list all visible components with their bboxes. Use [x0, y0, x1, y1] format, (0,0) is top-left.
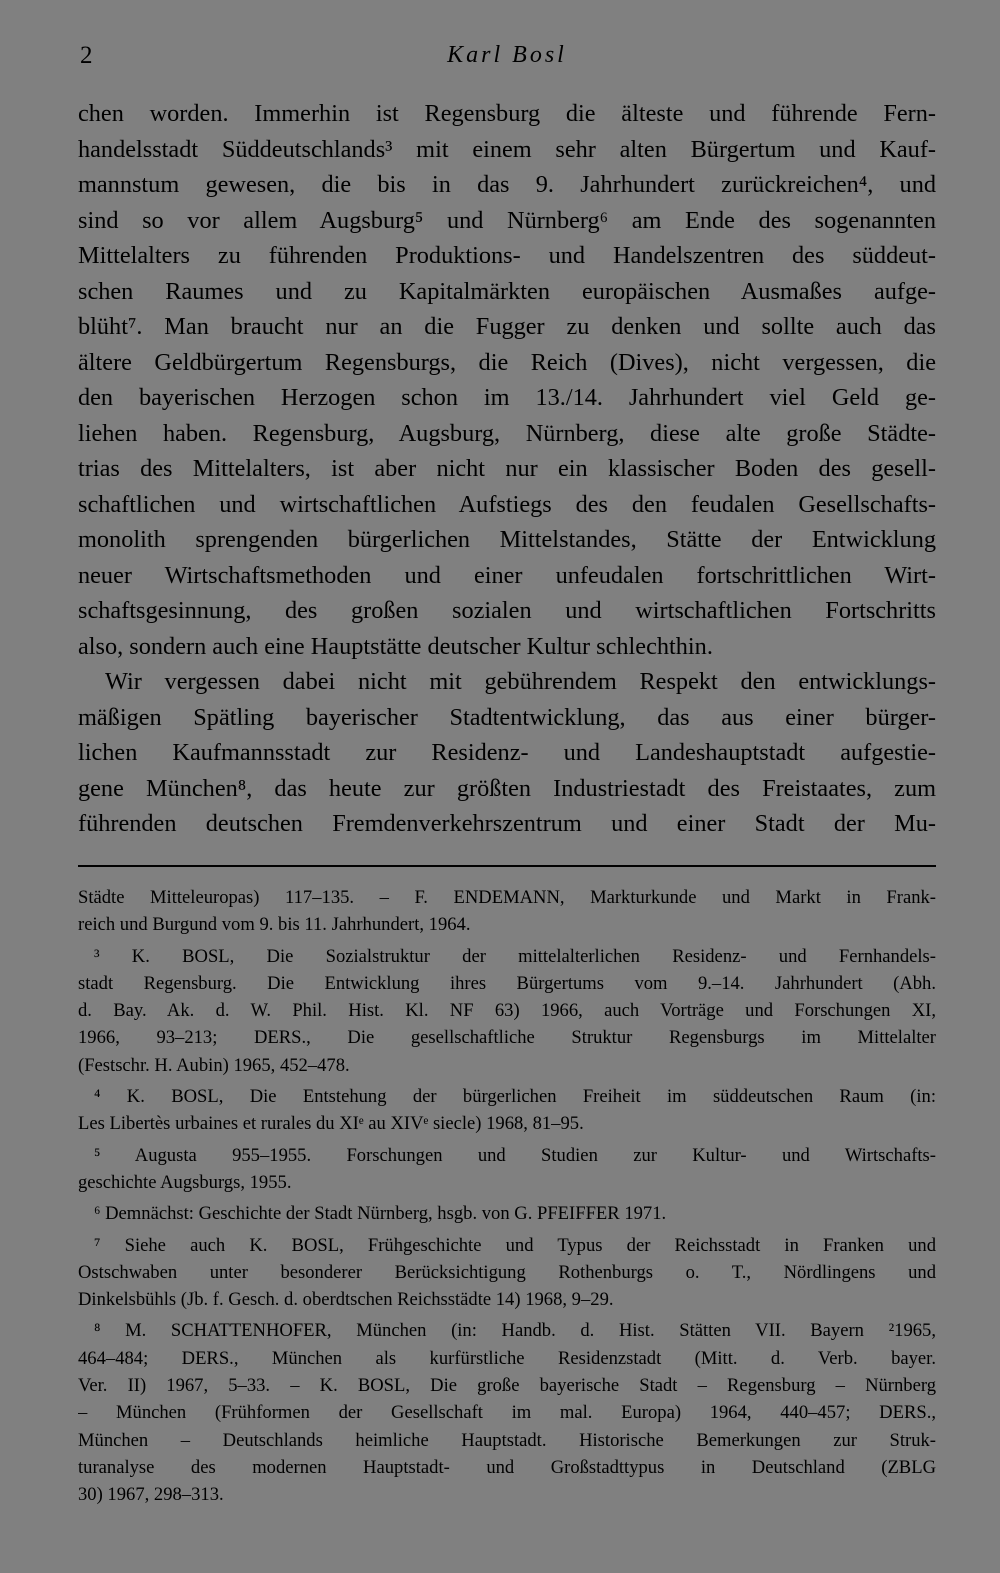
footnote-line: Les Libertès urbaines et rurales du XIᵉ au XIVᵉ siecle) 1968, 81–95. — [78, 1113, 584, 1135]
footnote-line: ⁶ Demnächst: Geschichte der Stadt Nürnberg, hsgb. von G. PFEIFFER 1971. — [94, 1203, 667, 1225]
footnote — [78, 884, 936, 939]
text-line: also, sondern auch eine Hauptstätte deutscher Kultur schlechthin. — [78, 632, 713, 660]
footnote-line: turanalyse des modernen Hauptstadt- und Großstadttypus in Deutschland (ZBLG — [78, 1456, 936, 1478]
footnote-line: stadt Regensburg. Die Entwicklung ihres Bürgertums vom 9.–14. Jahrhundert (Abh. — [78, 972, 936, 994]
running-head: Karl Bosl — [447, 42, 567, 68]
footnote — [78, 943, 936, 1079]
footnote-line: ⁸ M. SCHATTENHOFER, München (in: Handb. d. Hist. Stätten VII. Bayern ²1965, — [94, 1320, 936, 1342]
footnote — [78, 1200, 936, 1227]
page-number: 2 — [80, 42, 93, 69]
text-line: schaftlichen und wirtschaftlichen Aufstiegs des den feudalen Gesellschafts- — [78, 490, 936, 518]
footnote — [78, 1232, 936, 1314]
text-line: ältere Geldbürgertum Regensburgs, die Reich (Dives), nicht vergessen, die — [78, 348, 936, 376]
footnote-line: reich und Burgund vom 9. bis 11. Jahrhundert, 1964. — [78, 914, 471, 936]
text-line: den bayerischen Herzogen schon im 13./14. Jahrhundert viel Geld ge- — [78, 384, 936, 411]
text-line: Mittelalters zu führenden Produktions- und Handelszentren des süddeut- — [78, 242, 936, 269]
footnote-line: 1966, 93–213; DERS., Die gesellschaftliche Struktur Regensburgs im Mittelalter — [78, 1027, 936, 1049]
footnote-line: Dinkelsbühls (Jb. f. Gesch. d. oberdtschen Reichsstädte 14) 1968, 9–29. — [78, 1289, 614, 1311]
footnote — [78, 1083, 936, 1138]
text-line: liehen haben. Regensburg, Augsburg, Nürnberg, diese alte große Städte- — [78, 419, 936, 447]
text-line: monolith sprengenden bürgerlichen Mittelstandes, Stätte der Entwicklung — [78, 526, 936, 553]
text-line: schaftsgesinnung, des großen sozialen und wirtschaftlichen Fortschritts — [78, 597, 936, 624]
footnote-line: 464–484; DERS., München als kurfürstliche Residenzstadt (Mitt. d. Verb. bayer. — [78, 1347, 936, 1369]
page-header — [78, 42, 936, 76]
footnote-line: geschichte Augsburgs, 1955. — [78, 1171, 292, 1193]
footnote — [78, 1142, 936, 1197]
footnote-separator — [78, 865, 936, 867]
text-line: blüht⁷. Man braucht nur an die Fugger zu denken und sollte auch das — [78, 313, 936, 340]
text-line: handelsstadt Süddeutschlands³ mit einem sehr alten Bürgertum und Kauf- — [78, 135, 936, 163]
footnote-line: Ver. II) 1967, 5–33. – K. BOSL, Die große bayerische Stadt – Regensburg – Nürnberg — [78, 1375, 936, 1397]
footnote-line: 30) 1967, 298–313. — [78, 1484, 224, 1506]
main-text — [78, 96, 936, 842]
footnote-line: Städte Mitteleuropas) 117–135. – F. ENDEMANN, Markturkunde und Markt in Frank- — [78, 887, 936, 908]
text-line: mannstum gewesen, die bis in das 9. Jahrhundert zurückreichen⁴, und — [78, 171, 936, 198]
footnote-line: d. Bay. Ak. d. W. Phil. Hist. Kl. NF 63) 1966, auch Vorträge und Forschungen XI, — [78, 1000, 936, 1022]
footnote-line: München – Deutschlands heimliche Hauptstadt. Historische Bemerkungen zur Struk- — [78, 1429, 936, 1451]
footnote-line: ³ K. BOSL, Die Sozialstruktur der mittelalterlichen Residenz- und Fernhandels- — [94, 945, 936, 967]
text-line: mäßigen Spätling bayerischer Stadtentwicklung, das aus einer bürger- — [78, 703, 936, 731]
text-line: sind so vor allem Augsburg⁵ und Nürnberg⁶ am Ende des sogenannten — [78, 206, 936, 234]
footnote-line: ⁴ K. BOSL, Die Entstehung der bürgerlichen Freiheit im süddeutschen Raum (in: — [94, 1086, 936, 1108]
footnote-line: (Festschr. H. Aubin) 1965, 452–478. — [78, 1054, 350, 1076]
footnote-line: – München (Frühformen der Gesellschaft im mal. Europa) 1964, 440–457; DERS., — [78, 1402, 936, 1424]
text-line: gene München⁸, das heute zur größten Industriestadt des Freistaates, zum — [78, 774, 936, 802]
text-line: Wir vergessen dabei nicht mit gebührendem Respekt den entwicklungs- — [105, 668, 936, 695]
footnote-line: ⁵ Augusta 955–1955. Forschungen und Studien zur Kultur- und Wirtschafts- — [94, 1144, 936, 1166]
footnote — [78, 1317, 936, 1508]
text-line: führenden deutschen Fremdenverkehrszentrum und einer Stadt der Mu- — [78, 810, 936, 837]
text-line: trias des Mittelalters, ist aber nicht nur ein klassischer Boden des gesell- — [78, 455, 936, 482]
footnotes — [78, 884, 936, 1509]
footnote-line: ⁷ Siehe auch K. BOSL, Frühgeschichte und Typus der Reichsstadt in Franken und — [94, 1234, 936, 1256]
text-line: chen worden. Immerhin ist Regensburg die älteste und führende Fern- — [78, 100, 936, 127]
footnote-line: Ostschwaben unter besonderer Berücksichtigung Rothenburgs o. T., Nördlingens und — [78, 1261, 936, 1283]
text-line: schen Raumes und zu Kapitalmärkten europäischen Ausmaßes aufge- — [78, 277, 936, 305]
text-line: lichen Kaufmannsstadt zur Residenz- und Landeshauptstadt aufgestie- — [78, 739, 936, 766]
text-line: neuer Wirtschaftsmethoden und einer unfeudalen fortschrittlichen Wirt- — [78, 561, 936, 589]
